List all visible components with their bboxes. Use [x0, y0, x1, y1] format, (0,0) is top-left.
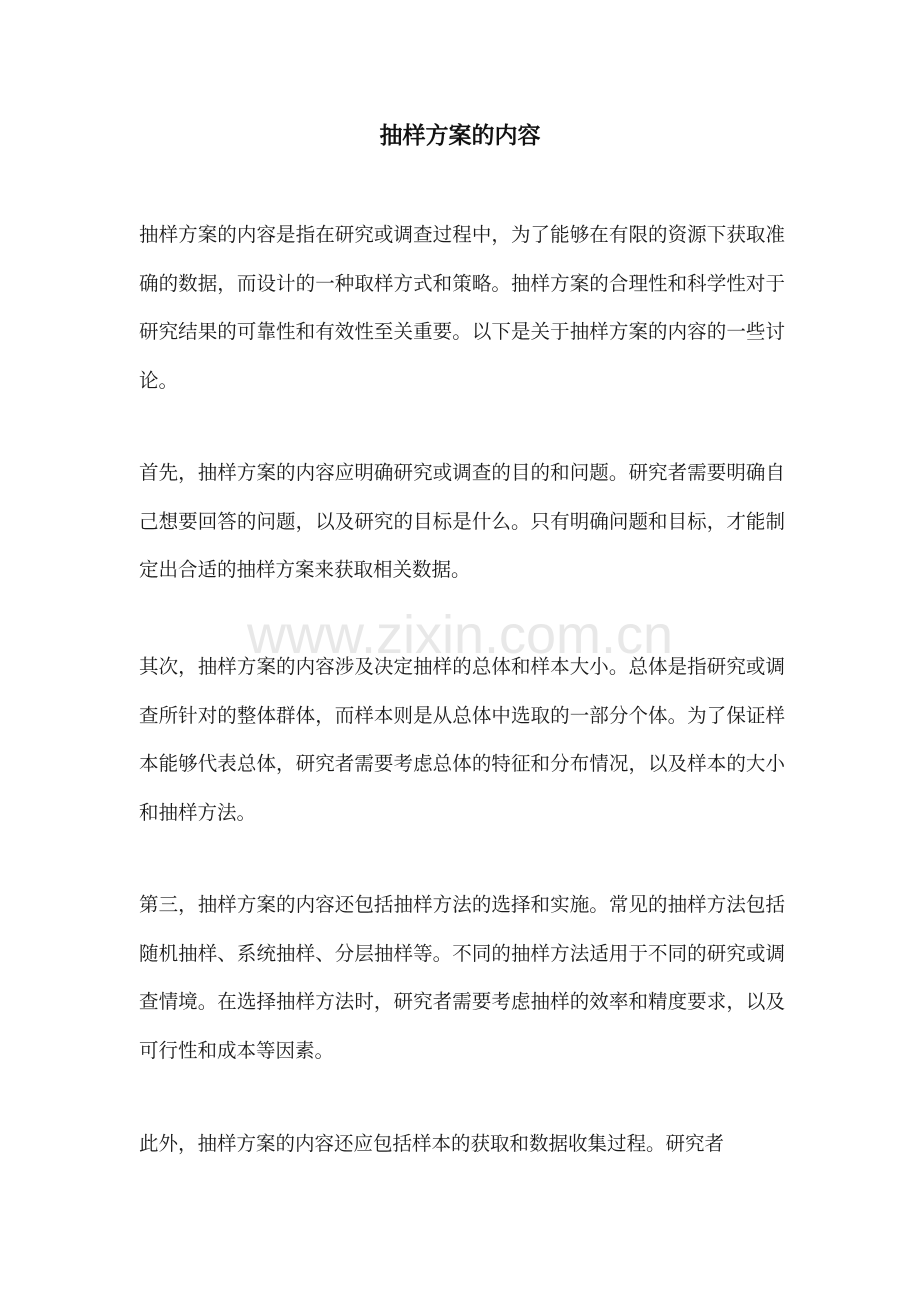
document-title: 抽样方案的内容	[379, 122, 541, 149]
paragraph-intro: 抽样方案的内容是指在研究或调查过程中，为了能够在有限的资源下获取准确的数据，而设计的一种取样方式和策略。抽样方案的合理性和科学性对于研究结果的可靠性和有效性至关重要。以下是关于抽样方案的内容的一些讨论。	[139, 223, 785, 392]
paragraph-first: 首先，抽样方案的内容应明确研究或调查的目的和问题。研究者需要明确自己想要回答的问题，以及研究的目标是什么。只有明确问题和目标，才能制定出合适的抽样方案来获取相关数据。	[139, 461, 785, 581]
paragraph-third: 第三，抽样方案的内容还包括抽样方法的选择和实施。常见的抽样方法包括随机抽样、系统抽样、分层抽样等。不同的抽样方法适用于不同的研究或调查情境。在选择抽样方法时，研究者需要考虑抽样的效率和精度要求，以及可行性和成本等因素。	[139, 893, 785, 1062]
paragraph-second: 其次，抽样方案的内容涉及决定抽样的总体和样本大小。总体是指研究或调查所针对的整体群体，而样本则是从总体中选取的一部分个体。为了保证样本能够代表总体，研究者需要考虑总体的特征和分布情况，以及样本的大小和抽样方法。	[139, 655, 785, 824]
paragraph-additional: 此外，抽样方案的内容还应包括样本的获取和数据收集过程。研究者	[139, 1132, 725, 1155]
watermark: www.zixin.com.cn	[246, 605, 674, 665]
